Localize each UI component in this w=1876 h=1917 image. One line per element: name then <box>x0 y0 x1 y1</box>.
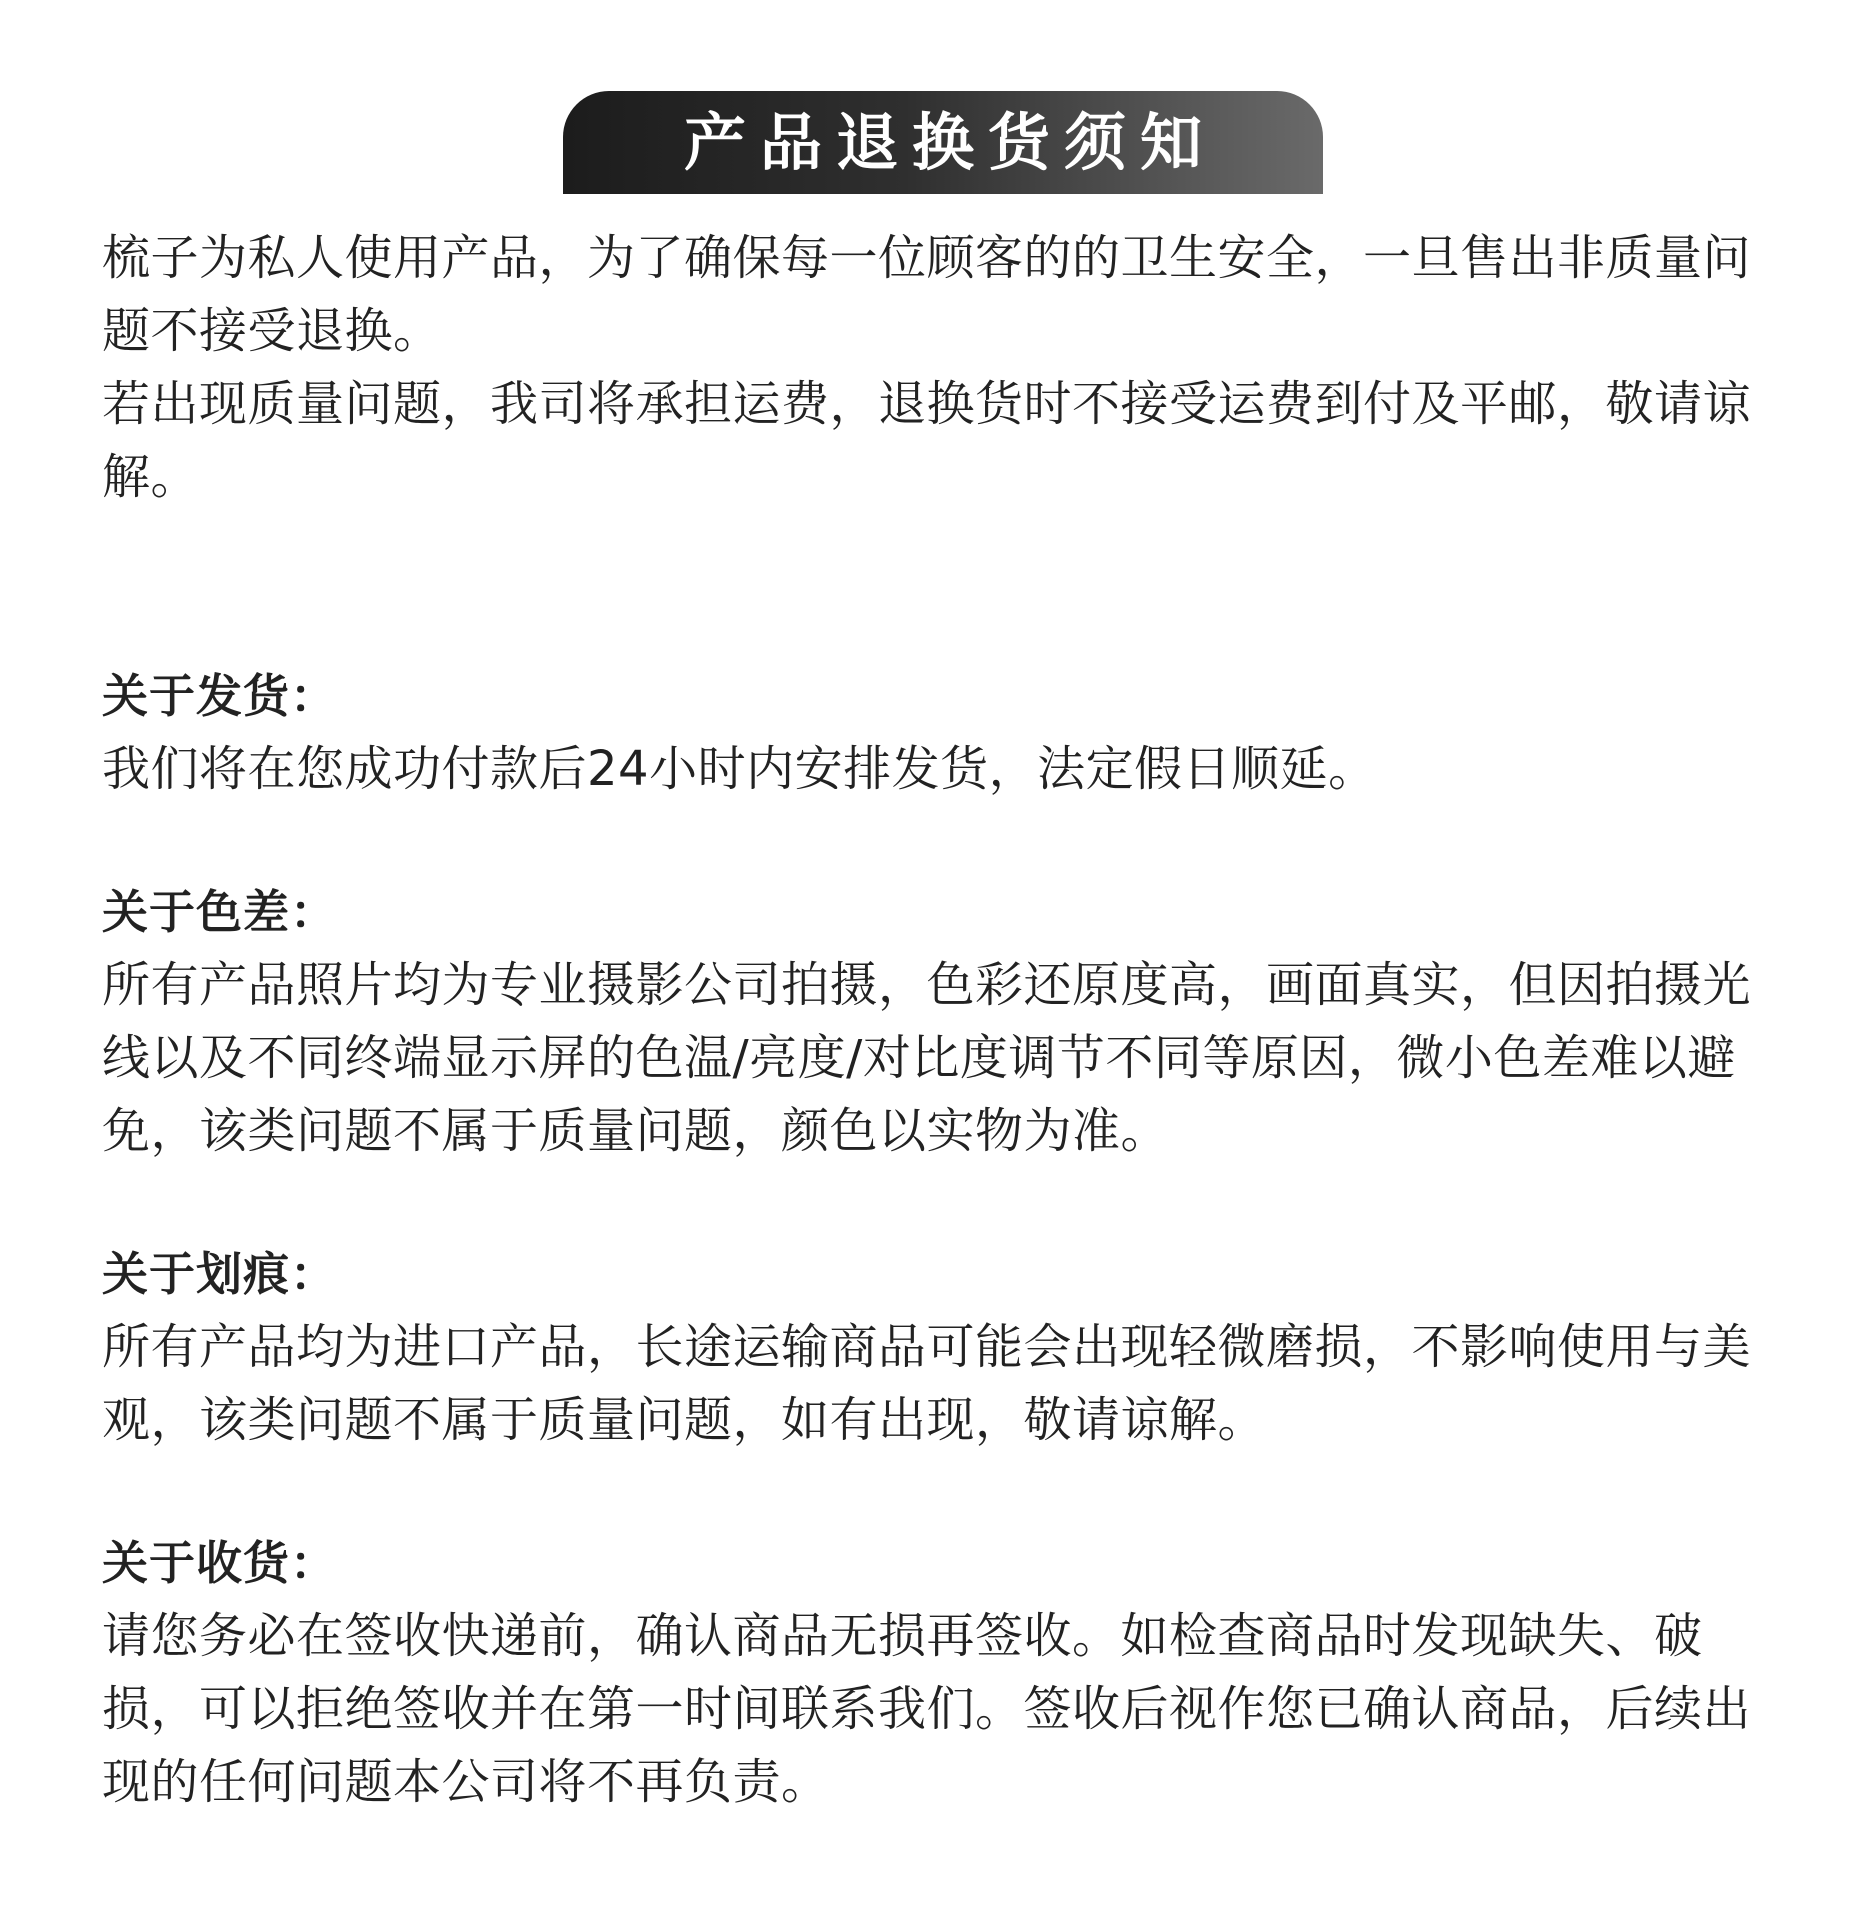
title-banner <box>563 91 1323 194</box>
section-heading: 关于发货： <box>102 669 337 723</box>
section-heading: 关于划痕： <box>102 1247 337 1301</box>
section-receiving <box>102 1527 1762 1819</box>
intro-paragraph-2: 若出现质量问题，我司将承担运费，退换货时不接受运费到付及平邮，敬请谅解。 <box>102 376 1752 505</box>
section-shipping <box>102 660 1762 806</box>
spacer <box>102 1168 1762 1238</box>
section-heading: 关于收货： <box>102 1536 337 1590</box>
section-scratches <box>102 1238 1762 1457</box>
spacer <box>102 806 1762 876</box>
notice-content <box>102 222 1762 1819</box>
page-title: 产品退换货须知 <box>683 105 1216 179</box>
spacer <box>102 514 1762 660</box>
section-body: 所有产品均为进口产品，长途运输商品可能会出现轻微磨损，不影响使用与美观，该类问题不属于质量问题，如有出现，敬请谅解。 <box>102 1319 1752 1448</box>
section-body: 请您务必在签收快递前，确认商品无损再签收。如检查商品时发现缺失、破损，可以拒绝签收并在第一时间联系我们。签收后视作您已确认商品，后续出现的任何问题本公司将不再负责。 <box>102 1608 1752 1810</box>
section-heading: 关于色差： <box>102 885 337 939</box>
spacer <box>102 1457 1762 1527</box>
section-body: 我们将在您成功付款后24小时内安排发货，法定假日顺延。 <box>102 741 1377 797</box>
section-color-difference <box>102 876 1762 1168</box>
section-body: 所有产品照片均为专业摄影公司拍摄，色彩还原度高，画面真实，但因拍摄光线以及不同终端显示屏的色温/亮度/对比度调节不同等原因，微小色差难以避免，该类问题不属于质量问题，颜色以实物为准。 <box>102 957 1752 1159</box>
intro-paragraph-1: 梳子为私人使用产品，为了确保每一位顾客的的卫生安全，一旦售出非质量问题不接受退换。 <box>102 230 1752 359</box>
